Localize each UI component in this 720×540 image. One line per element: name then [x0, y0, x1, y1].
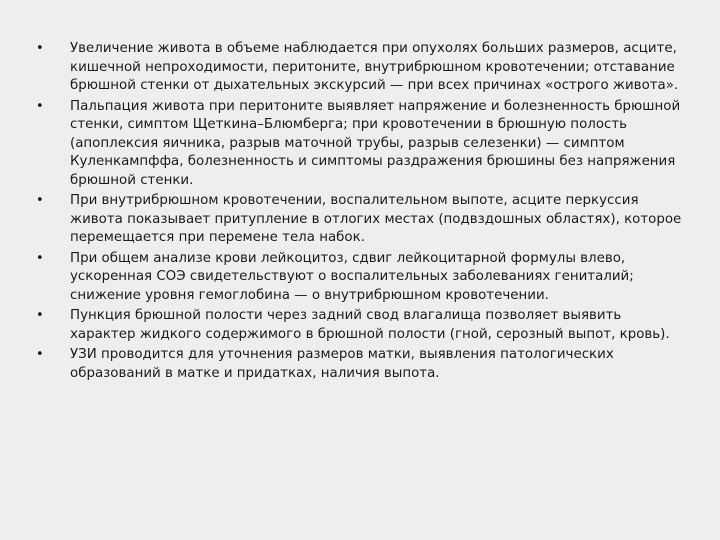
bullet-item-6 — [36, 346, 686, 383]
bullet-text: При внутрибрюшном кровотечении, воспалительном выпоте, асците перкуссия живота показывает притупление в отлогих местах (подвздошных областях), которое перемещается при перемене тела набок. — [70, 193, 682, 245]
bullet-text: При общем анализе крови лейкоцитоз, сдвиг лейкоцитарной формулы влево, ускоренная СОЭ свидетельствуют о воспалительных заболеваниях гениталий; снижение уровня гемоглобина — о внутрибрюшном кровотечении. — [70, 250, 634, 303]
bullet-marker: • — [36, 41, 44, 56]
bullet-item-1 — [36, 40, 686, 96]
bullet-list — [36, 40, 686, 385]
bullet-text: УЗИ проводится для уточнения размеров матки, выявления патологических образований в матке и придатках, наличия выпота. — [70, 347, 614, 381]
bullet-text: Увеличение живота в объеме наблюдается при опухолях больших размеров, асците, кишечной непроходимости, перитоните, внутрибрюшном кровотечении; отставание брюшной стенки от дыхательных экскурсий — при всех причинах «острого живота». — [70, 41, 679, 93]
bullet-item-3 — [36, 192, 686, 248]
bullet-marker: • — [36, 308, 44, 323]
bullet-marker: • — [36, 347, 44, 362]
bullet-item-2 — [36, 98, 686, 191]
bullet-marker: • — [36, 98, 44, 114]
bullet-text: Пальпация живота при перитоните выявляет напряжение и болезненность брюшной стенки, симптом Щеткина–Блюмберга; при кровотечении в брюшную полость (апоплексия яичника, разрыв маточной трубы, разрыв селезенки) — симптом Куленкампффа, болезненность и симптомы раздражения брюшины без напряжения брюшной стенки. — [70, 98, 681, 188]
bullet-marker: • — [36, 250, 44, 266]
bullet-text: Пункция брюшной полости через задний свод влагалища позволяет выявить характер жидкого содержимого в брюшной полости (гной, серозный выпот, кровь). — [70, 308, 670, 342]
bullet-item-5 — [36, 307, 686, 344]
bullet-item-4 — [36, 250, 686, 306]
bullet-marker: • — [36, 193, 44, 208]
